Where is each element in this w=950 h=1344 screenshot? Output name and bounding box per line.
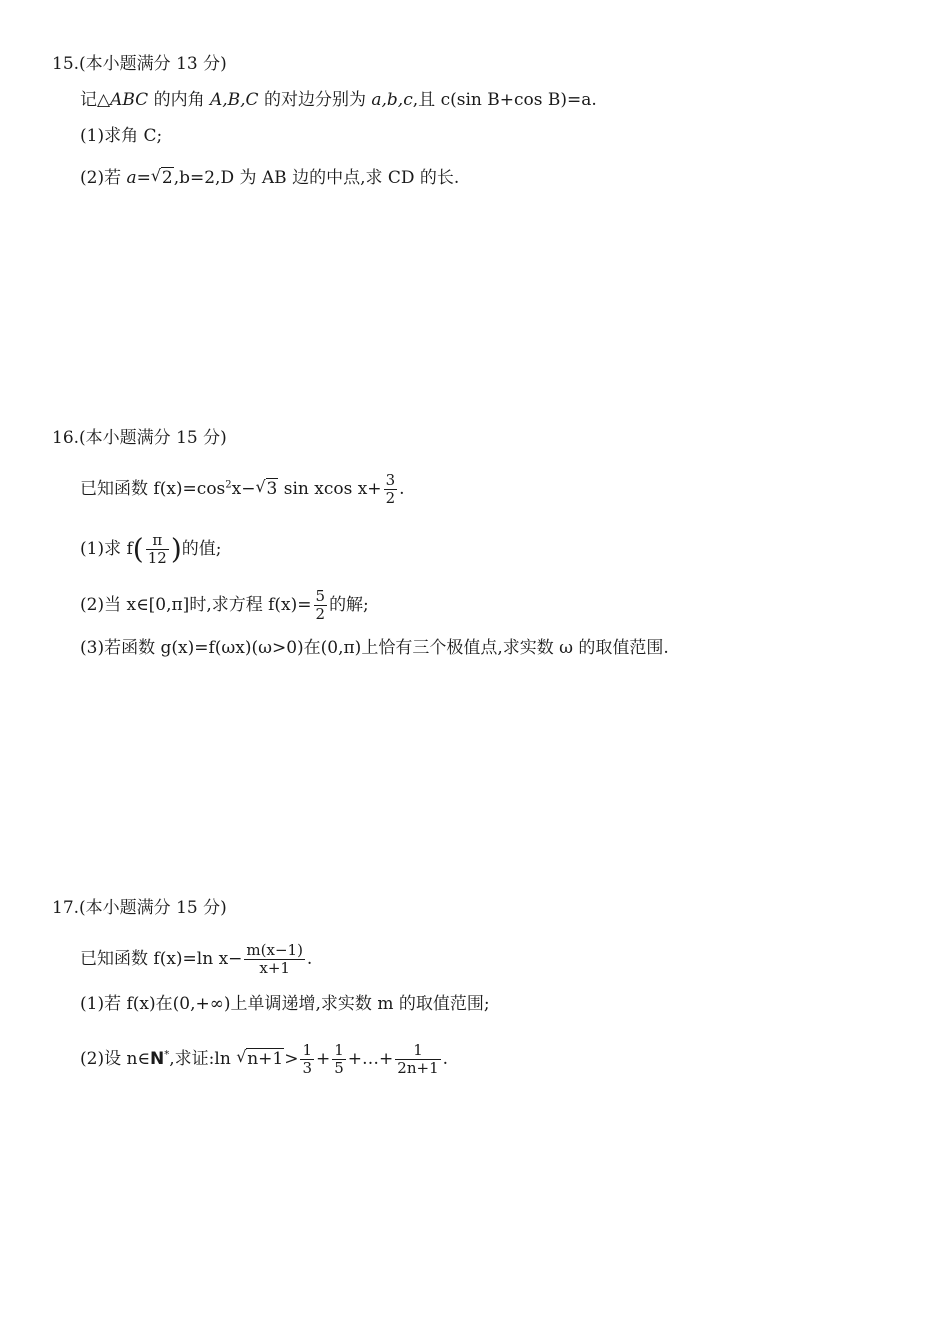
fraction: $\frac{1}{3}$ [302,1041,312,1077]
problem-16 [52,426,912,658]
fraction: $\frac{5}{2}$ [315,587,326,623]
problem-17 [52,896,912,1077]
problem-16-stem: 已知函数 $f(x)=\cos^2x-$ √ 3 sin xcos x+ $\frac{3}{2}$ . [80,471,405,507]
fraction: $\frac{3}{2}$ [385,471,396,507]
fraction: $\frac{1}{2n+1}$ [397,1041,439,1077]
sqrt-symbol: √ 3 [255,477,278,499]
problem-15-header: 15.(本小题满分 13 分) [52,54,227,74]
fraction: $\frac{\pi}{12}$ [147,531,167,567]
problem-15-question-1: (1)求角 C; [80,126,163,146]
problem-16-header: 16.(本小题满分 15 分) [52,428,227,448]
problem-17-stem: 已知函数 f(x)=ln x− $\frac{m(x-1)}{x+1}$ . [80,941,313,977]
problem-16-question-1: (1)求 f( $\frac{\pi}{12}$ )的值; [80,531,222,567]
problem-16-question-3: (3)若函数 g(x)=f(ωx)(ω>0)在(0,π)上恰有三个极值点,求实数 ω 的取值范围. [80,638,669,658]
sqrt-symbol: √ n+1 [236,1047,284,1069]
fraction: $\frac{1}{5}$ [334,1041,344,1077]
problem-15-question-2: (2)若 a= √ 2,b=2,D 为 AB 边的中点,求 CD 的长. [80,166,460,188]
problem-17-question-1: (1)若 f(x)在(0,+∞)上单调递增,求实数 m 的取值范围; [80,994,490,1014]
problem-15 [52,52,912,188]
problem-15-stem: 记△ABC 的内角 A,B,C 的对边分别为 a,b,c,且 c(sin B+cos B)=a. [80,90,597,110]
problem-17-question-2: (2)设 n∈N*,求证:ln √ n+1> $\frac{1}{3}$ + $\frac{1}{5}$ +…+ $\frac{1}{2n+1}$ . [80,1041,449,1077]
fraction: $\frac{m(x-1)}{x+1}$ [246,941,303,977]
problem-17-header: 17.(本小题满分 15 分) [52,898,227,918]
sqrt-symbol: √ 2 [150,166,173,188]
problem-16-question-2: (2)当 x∈[0,π]时,求方程 f(x)= $\frac{5}{2}$ 的解; [80,587,369,623]
